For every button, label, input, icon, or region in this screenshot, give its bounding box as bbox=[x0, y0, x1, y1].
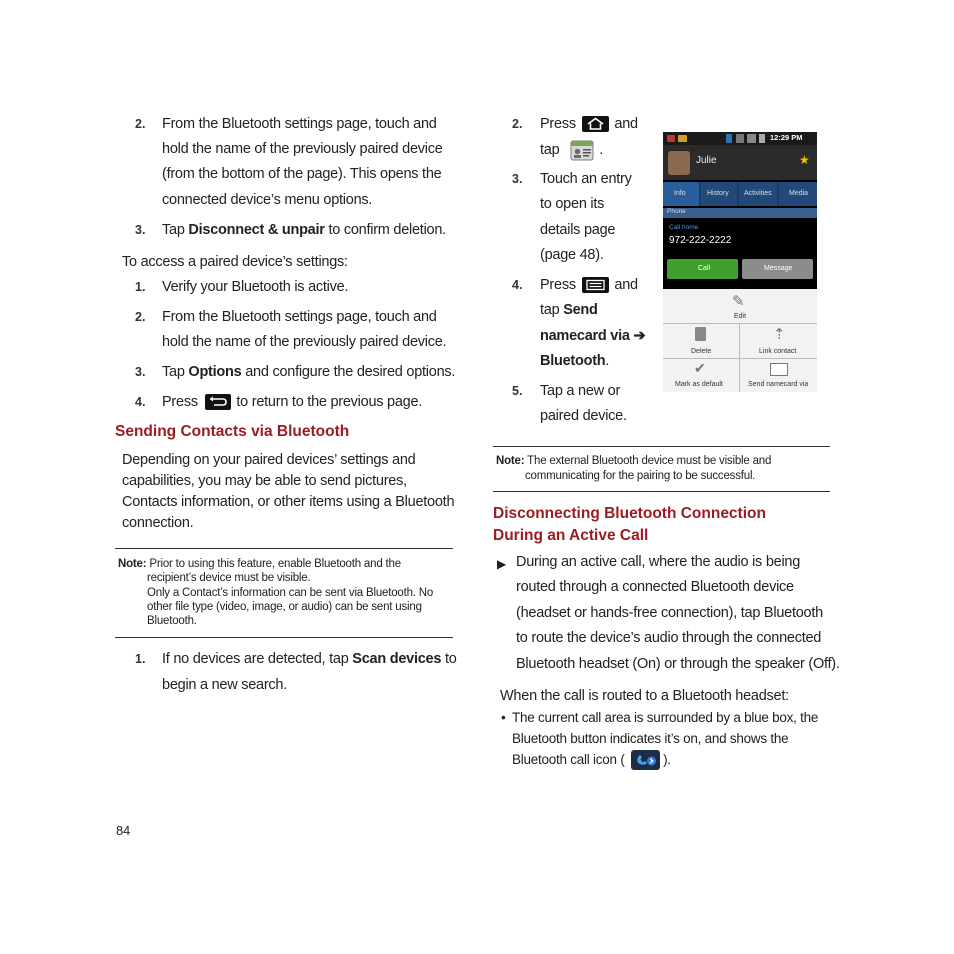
bullet-line: During an active call, where the audio is being bbox=[516, 554, 801, 570]
battery-icon bbox=[759, 134, 765, 143]
note-rule-bottom bbox=[115, 637, 453, 638]
step-text: connected device’s menu options. bbox=[162, 192, 373, 208]
note-line: Note: Prior to using this feature, enable Bluetooth and the bbox=[118, 558, 401, 570]
signal-icon bbox=[747, 134, 756, 143]
status-bar bbox=[663, 132, 817, 145]
link-icon: ⇡ bbox=[773, 326, 786, 343]
bullet-line: (headset or hands-free connection), tap Bluetooth bbox=[516, 605, 823, 621]
step-text: Press and bbox=[540, 116, 638, 132]
phone-screenshot bbox=[663, 132, 817, 392]
step-number: 4. bbox=[512, 278, 523, 292]
section-heading: Disconnecting Bluetooth Connection bbox=[493, 505, 766, 522]
step-text: (page 48). bbox=[540, 247, 604, 263]
tab-media[interactable]: Media bbox=[779, 182, 817, 206]
step-number: 2. bbox=[512, 117, 523, 131]
note-line: other file type (video, image, or audio) can be sent using bbox=[147, 601, 422, 613]
notification-icon bbox=[678, 135, 687, 142]
routed-intro: When the call is routed to a Bluetooth headset: bbox=[500, 688, 789, 704]
menu-item-mark-default[interactable]: ✔ Mark as default bbox=[663, 359, 740, 392]
sub-bullet-line: The current call area is surrounded by a blue box, the bbox=[512, 710, 819, 725]
step-text: Verify your Bluetooth is active. bbox=[162, 279, 349, 295]
phone-number[interactable]: 972-222-2222 bbox=[669, 235, 732, 246]
step-number: 4. bbox=[135, 395, 146, 409]
section-heading: During an Active Call bbox=[493, 527, 649, 544]
paragraph-line: Contacts information, or other items using a Bluetooth bbox=[122, 494, 455, 510]
step-text: Press to return to the previous page. bbox=[162, 394, 423, 410]
star-icon[interactable]: ★ bbox=[799, 153, 810, 167]
step-number: 1. bbox=[135, 652, 146, 666]
wifi-icon bbox=[736, 134, 744, 143]
bluetooth-call-icon bbox=[631, 750, 660, 770]
access-intro: To access a paired device’s settings: bbox=[122, 254, 348, 270]
paragraph-line: Depending on your paired devices’ settings and bbox=[122, 452, 416, 468]
step-number: 1. bbox=[135, 280, 146, 294]
contacts-app-icon bbox=[569, 138, 595, 162]
contact-photo bbox=[668, 151, 690, 175]
call-button[interactable]: Call bbox=[667, 259, 738, 279]
sub-bullet-line: Bluetooth call icon ( ). bbox=[512, 749, 671, 770]
page-number: 84 bbox=[116, 823, 130, 838]
note-rule-top bbox=[493, 446, 830, 447]
step-number: 3. bbox=[512, 172, 523, 186]
back-key-icon bbox=[205, 394, 231, 410]
tab-info[interactable]: Info bbox=[663, 182, 699, 206]
sub-bullet-line: Bluetooth button indicates it’s on, and shows the bbox=[512, 731, 789, 746]
status-time: 12:29 PM bbox=[770, 133, 803, 142]
menu-key-icon bbox=[582, 277, 609, 293]
step-number: 3. bbox=[135, 365, 146, 379]
bullet-line: Bluetooth headset (On) or through the speaker (Off). bbox=[516, 656, 840, 672]
section-heading: Sending Contacts via Bluetooth bbox=[115, 423, 350, 440]
bullet-line: routed through a connected Bluetooth device bbox=[516, 579, 794, 595]
step-text: From the Bluetooth settings page, touch and bbox=[162, 309, 437, 325]
menu-item-delete[interactable]: Delete bbox=[663, 324, 740, 359]
bullet-arrow-icon: ▶ bbox=[497, 557, 507, 571]
section-bar: Phone bbox=[663, 208, 817, 218]
step-text: From the Bluetooth settings page, touch and bbox=[162, 116, 437, 132]
call-label: Call home bbox=[669, 224, 699, 231]
bullet-line: to route the device’s audio through the connected bbox=[516, 630, 822, 646]
step-number: 2. bbox=[135, 310, 146, 324]
bluetooth-icon bbox=[726, 134, 732, 143]
home-key-icon bbox=[582, 116, 609, 132]
pencil-icon: ✎ bbox=[732, 293, 745, 310]
contact-header bbox=[663, 145, 817, 180]
step-text: to open its bbox=[540, 196, 605, 212]
note-rule-top bbox=[115, 548, 453, 549]
note-line: Bluetooth. bbox=[147, 615, 197, 627]
paragraph-line: capabilities, you may be able to send pictures, bbox=[122, 473, 407, 489]
step-number: 3. bbox=[135, 223, 146, 237]
step-number: 5. bbox=[512, 384, 523, 398]
step-text: tap . bbox=[540, 138, 603, 164]
step-text: Tap a new or bbox=[540, 383, 621, 399]
note-line: Only a Contact’s information can be sent via Bluetooth. No bbox=[147, 587, 434, 599]
tab-history[interactable]: History bbox=[701, 182, 737, 206]
note-line: Note: The external Bluetooth device must be visible and bbox=[496, 455, 772, 467]
step-text: begin a new search. bbox=[162, 677, 288, 693]
step-text: Tap Disconnect & unpair to confirm deletion. bbox=[162, 222, 446, 238]
step-text: (from the bottom of the page). This opens the bbox=[162, 166, 442, 182]
bullet-dot: • bbox=[501, 710, 506, 725]
contact-name: Julie bbox=[696, 155, 717, 166]
namecard-icon bbox=[770, 363, 788, 376]
note-line: recipient’s device must be visible. bbox=[147, 572, 311, 584]
tab-bar bbox=[663, 182, 817, 206]
paragraph-line: connection. bbox=[122, 515, 194, 531]
step-text: hold the name of the previously paired device. bbox=[162, 334, 447, 350]
note-rule-bottom bbox=[493, 491, 830, 492]
trash-icon bbox=[695, 327, 706, 341]
step-text: tap Send bbox=[540, 302, 598, 318]
step-number: 2. bbox=[135, 117, 146, 131]
step-text: Press and bbox=[540, 277, 638, 293]
step-text: If no devices are detected, tap Scan devices to bbox=[162, 651, 457, 667]
menu-item-send-namecard[interactable]: Send namecard via bbox=[740, 359, 817, 392]
note-line: communicating for the pairing to be successful. bbox=[525, 470, 756, 482]
tab-activities[interactable]: Activities bbox=[739, 182, 777, 206]
checkmark-icon: ✔ bbox=[694, 360, 706, 376]
notification-icon bbox=[667, 135, 675, 142]
step-text: Touch an entry bbox=[540, 171, 632, 187]
step-text: Tap Options and configure the desired options. bbox=[162, 364, 456, 380]
menu-item-edit[interactable]: ✎ Edit bbox=[663, 289, 817, 324]
step-text: details page bbox=[540, 222, 616, 238]
step-text: namecard via ➔ bbox=[540, 328, 646, 344]
menu-item-link[interactable]: ⇡ Link contact bbox=[740, 324, 817, 359]
step-text: hold the name of the previously paired device bbox=[162, 141, 443, 157]
message-button[interactable]: Message bbox=[742, 259, 813, 279]
step-text: paired device. bbox=[540, 408, 627, 424]
context-menu bbox=[663, 289, 817, 392]
step-text: Bluetooth. bbox=[540, 353, 610, 369]
